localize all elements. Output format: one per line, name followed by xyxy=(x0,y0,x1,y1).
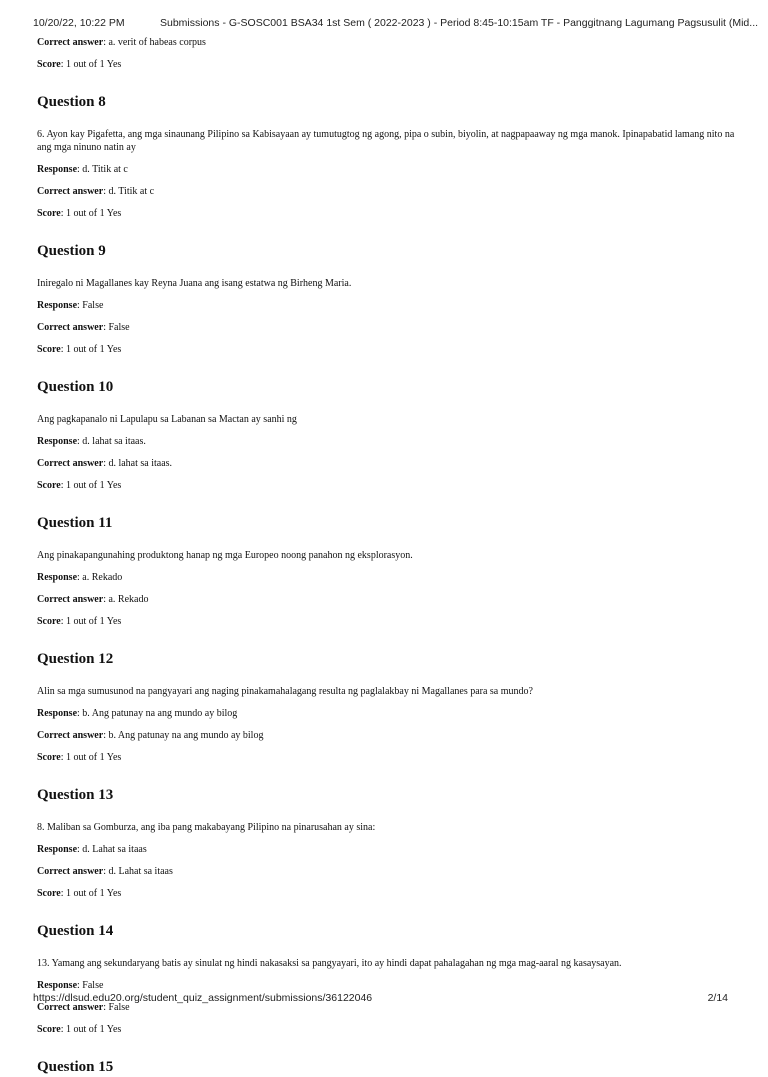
question-title: Question 9 xyxy=(37,243,106,259)
score-label: Score xyxy=(37,59,61,70)
correct-answer-line xyxy=(37,36,737,49)
score-line xyxy=(37,207,737,220)
score-value: : 1 out of 1 Yes xyxy=(60,888,122,899)
correct-answer-value: : d. lahat sa itaas. xyxy=(103,458,173,469)
response-label: Response xyxy=(37,436,78,447)
response-line xyxy=(37,163,737,176)
question-text: Ang pagkapanalo ni Lapulapu sa Labanan sa Mactan ay sanhi ng xyxy=(37,414,297,425)
score-value: : 1 out of 1 Yes xyxy=(60,480,122,491)
correct-answer-line xyxy=(37,185,737,198)
score-value: : 1 out of 1 Yes xyxy=(60,616,122,627)
score-label: Score xyxy=(37,1024,61,1035)
response-label: Response xyxy=(37,980,78,991)
correct-answer-line xyxy=(37,457,737,470)
question-text: 13. Yamang ang sekundaryang batis ay sinulat ng hindi nakasaksi sa pangyayari, ito ay hindi dapat pahalagahan ng mga mag-aaral ng kasaysayan. xyxy=(37,958,622,969)
response-line xyxy=(37,571,737,584)
correct-answer-value: : a. verit of habeas corpus xyxy=(103,37,206,48)
score-label: Score xyxy=(37,208,61,219)
page-number: 2/14 xyxy=(707,992,728,1004)
question-title: Question 11 xyxy=(37,515,113,531)
response-value: : a. Rekado xyxy=(77,572,123,583)
score-line xyxy=(37,479,737,492)
page-url: https://dlsud.edu20.org/student_quiz_assignment/submissions/36122046 xyxy=(33,992,373,1004)
question-title: Question 14 xyxy=(37,923,114,939)
response-value: : d. lahat sa itaas. xyxy=(77,436,146,447)
correct-answer-label: Correct answer xyxy=(37,186,104,197)
response-value: : b. Ang patunay na ang mundo ay bilog xyxy=(77,708,238,719)
score-line xyxy=(37,615,737,628)
correct-answer-label: Correct answer xyxy=(37,322,104,333)
response-label: Response xyxy=(37,844,78,855)
correct-answer-label: Correct answer xyxy=(37,730,104,741)
question-title: Question 13 xyxy=(37,787,114,803)
response-value: : d. Titik at c xyxy=(77,164,128,175)
question-title: Question 8 xyxy=(37,94,106,110)
question-text: 8. Maliban sa Gomburza, ang iba pang makabayang Pilipino na pinarusahan ay sina: xyxy=(37,822,376,833)
response-label: Response xyxy=(37,300,78,311)
response-value: : False xyxy=(77,300,104,311)
correct-answer-line xyxy=(37,865,737,878)
correct-answer-value: : a. Rekado xyxy=(103,594,149,605)
print-datetime: 10/20/22, 10:22 PM xyxy=(33,17,125,29)
question-text: Iniregalo ni Magallanes kay Reyna Juana ang isang estatwa ng Birheng Maria. xyxy=(37,278,352,289)
correct-answer-value: : d. Lahat sa itaas xyxy=(103,866,173,877)
question-title: Question 15 xyxy=(37,1059,114,1075)
score-line xyxy=(37,343,737,356)
score-label: Score xyxy=(37,616,61,627)
score-value: : 1 out of 1 Yes xyxy=(60,344,122,355)
score-value: : 1 out of 1 Yes xyxy=(60,1024,122,1035)
score-value: : 1 out of 1 Yes xyxy=(60,208,122,219)
correct-answer-value: : b. Ang patunay na ang mundo ay bilog xyxy=(103,730,264,741)
score-label: Score xyxy=(37,888,61,899)
score-line xyxy=(37,58,737,71)
response-line xyxy=(37,435,737,448)
submission-content xyxy=(37,36,737,1077)
correct-answer-label: Correct answer xyxy=(37,458,104,469)
print-header xyxy=(0,0,768,30)
question-text: Ang pinakapangunahing produktong hanap ng mga Europeo noong panahon ng eksplorasyon. xyxy=(37,550,413,561)
response-value: : False xyxy=(77,980,104,991)
correct-answer-line xyxy=(37,593,737,606)
score-value: : 1 out of 1 Yes xyxy=(60,59,122,70)
correct-answer-label: Correct answer xyxy=(37,594,104,605)
correct-answer-line xyxy=(37,321,737,334)
response-line xyxy=(37,299,737,312)
question-text: 6. Ayon kay Pigafetta, ang mga sinaunang Pilipino sa Kabisayaan ay tumutugtog ng agong, pipa o subin, biyolin, at nagpapaaway ng mga manok. Ipinapabatid lamang nito na ang mga ninuno natin ay xyxy=(37,129,735,153)
question-title: Question 12 xyxy=(37,651,114,667)
response-value: : d. Lahat sa itaas xyxy=(77,844,147,855)
question-text: Alin sa mga sumusunod na pangyayari ang naging pinakamahalagang resulta ng paglalakbay ni Magallanes para sa mundo? xyxy=(37,686,533,697)
correct-answer-label: Correct answer xyxy=(37,866,104,877)
print-page-title: Submissions - G-SOSC001 BSA34 1st Sem ( 2022-2023 ) - Period 8:45-10:15am TF - Panggitnang Lagumang Pagsusulit (Mid... xyxy=(160,17,759,29)
score-line xyxy=(37,751,737,764)
correct-answer-value: : False xyxy=(103,322,130,333)
correct-answer-value: : False xyxy=(103,1002,130,1013)
response-label: Response xyxy=(37,708,78,719)
score-line xyxy=(37,887,737,900)
score-label: Score xyxy=(37,344,61,355)
correct-answer-line xyxy=(37,729,737,742)
question-title: Question 10 xyxy=(37,379,114,395)
response-label: Response xyxy=(37,572,78,583)
print-footer xyxy=(0,992,768,1008)
correct-answer-value: : d. Titik at c xyxy=(103,186,155,197)
response-label: Response xyxy=(37,164,78,175)
response-line xyxy=(37,843,737,856)
score-label: Score xyxy=(37,480,61,491)
response-line xyxy=(37,707,737,720)
correct-answer-label: Correct answer xyxy=(37,37,104,48)
score-label: Score xyxy=(37,752,61,763)
score-line xyxy=(37,1023,737,1036)
correct-answer-label: Correct answer xyxy=(37,1002,104,1013)
response-line xyxy=(37,979,737,992)
score-value: : 1 out of 1 Yes xyxy=(60,752,122,763)
